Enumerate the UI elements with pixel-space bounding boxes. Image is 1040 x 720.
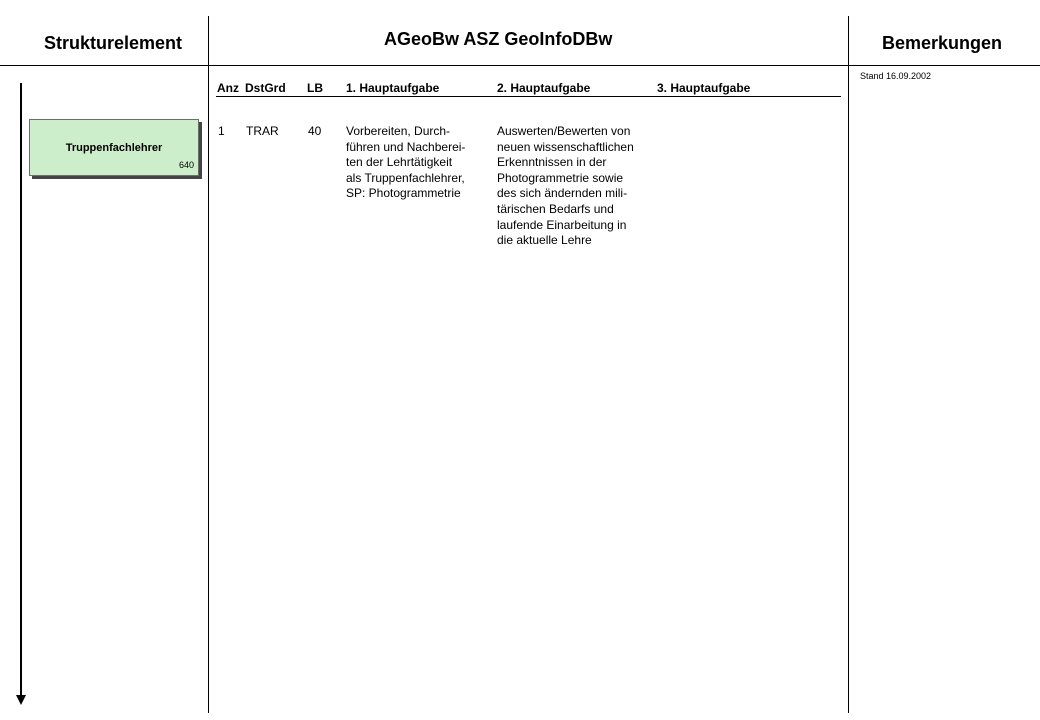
task1-line: als Truppenfachlehrer, bbox=[346, 170, 465, 185]
column-header-anz: Anz bbox=[217, 81, 239, 95]
header-divider bbox=[0, 65, 1040, 66]
task2-line: laufende Einarbeitung in bbox=[497, 217, 627, 232]
task1-line: SP: Photogrammetrie bbox=[346, 186, 461, 201]
task1-line: führen und Nachberei- bbox=[346, 139, 466, 154]
page-title: AGeoBw ASZ GeoInfoDBw bbox=[384, 29, 613, 49]
task2-line: Erkenntnissen in der bbox=[497, 155, 607, 170]
column-header-task3: 3. Hauptaufgabe bbox=[657, 81, 751, 95]
stand-date: Stand 16.09.2002 bbox=[860, 71, 932, 81]
column-header-divider bbox=[216, 96, 841, 97]
structure-element-number: 640 bbox=[178, 160, 194, 170]
cell-task1 bbox=[346, 124, 465, 202]
header-strukturelement: Strukturelement bbox=[44, 33, 183, 53]
arrow-down-icon bbox=[16, 695, 26, 705]
cell-anz: 1 bbox=[218, 124, 225, 138]
structure-element-box bbox=[29, 119, 199, 176]
task2-line: tärischen Bedarfs und bbox=[497, 201, 614, 216]
header-bemerkungen: Bemerkungen bbox=[882, 33, 1003, 53]
structure-element-title: Truppenfachlehrer bbox=[65, 142, 163, 154]
column-header-task1: 1. Hauptaufgabe bbox=[346, 81, 440, 95]
cell-lb: 40 bbox=[308, 124, 322, 138]
task2-line: des sich ändernden mili- bbox=[497, 186, 628, 201]
right-column-divider bbox=[848, 16, 849, 713]
hierarchy-arrow-line bbox=[20, 83, 22, 695]
task1-line: ten der Lehrtätigkeit bbox=[346, 155, 453, 170]
task2-line: neuen wissenschaftlichen bbox=[497, 139, 634, 154]
task1-line: Vorbereiten, Durch- bbox=[346, 124, 451, 138]
cell-task2 bbox=[497, 124, 634, 249]
task2-line: Auswerten/Bewerten von bbox=[497, 124, 631, 138]
task2-line: die aktuelle Lehre bbox=[497, 233, 592, 248]
column-header-lb: LB bbox=[307, 81, 323, 95]
cell-dstgrd: TRAR bbox=[246, 124, 279, 138]
column-header-dstgrd: DstGrd bbox=[245, 81, 286, 95]
task2-line: Photogrammetrie sowie bbox=[497, 170, 624, 185]
left-column-divider bbox=[208, 16, 209, 713]
column-header-task2: 2. Hauptaufgabe bbox=[497, 81, 591, 95]
